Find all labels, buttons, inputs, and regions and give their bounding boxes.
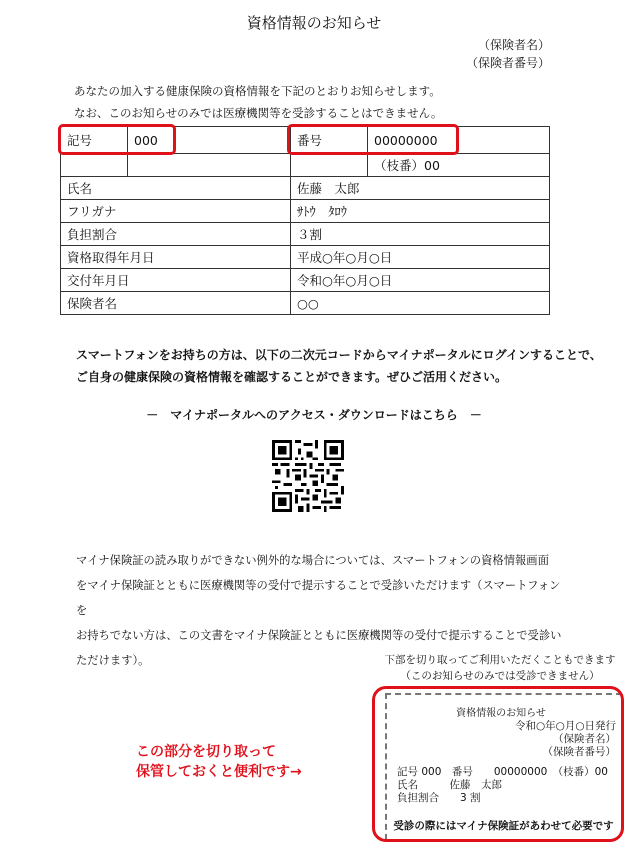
row-label: 負担割合 (61, 223, 291, 246)
kigo-highlight (58, 124, 176, 155)
kigo-blank-cell (61, 154, 291, 177)
row-value: ○○ (291, 292, 550, 315)
kigo-label: 記号 (61, 127, 128, 153)
bango-value: 00000000 (374, 132, 438, 148)
paragraph-line: マイナ保険証の読み取りができない例外的な場合については、スマートフォンの資格情報画面 (76, 554, 549, 567)
bango-highlight (287, 124, 459, 155)
paragraph-line: スマートフォンをお持ちの方は、以下の二次元コードからマイナポータルにログインすることで、 (76, 348, 602, 362)
paragraph-line: ご自身の健康保険の資格情報を確認することができます。ぜひご活用ください。 (76, 370, 508, 384)
paragraph-line: お持ちでない方は、この文書をマイナ保険証とともに医療機関等の受付で提示することで受診い (76, 629, 562, 642)
paragraph-line: ただけます）。 (76, 654, 150, 667)
row-value: 令和○年○月○日 (291, 269, 550, 292)
callout-line: 保管しておくと便利です→ (136, 764, 302, 780)
paragraph-line: をマイナ保険証とともに医療機関等の受付で提示することで受診いただけます（スマートフォンを (76, 579, 561, 617)
cut-note-line: （このお知らせのみでは受診できません） (400, 670, 600, 682)
cut-out-callout (136, 742, 302, 782)
document-title: 資格情報のお知らせ (246, 14, 382, 32)
row-label: 交付年月日 (61, 269, 291, 292)
qr-code[interactable] (272, 440, 344, 512)
row-value: 平成○年○月○日 (291, 246, 550, 269)
intro-line: あなたの加入する健康保険の資格情報を下記のとおりお知らせします。 (74, 84, 441, 98)
intro-text (74, 80, 442, 124)
card-issuer (515, 720, 616, 759)
kigo-value: 000 (134, 132, 158, 148)
portal-link-heading: － マイナポータルへのアクセス・ダウンロードはこちら － (146, 408, 482, 422)
card-insurer-number: （保険者番号） (542, 746, 616, 758)
card-footer: 受診の際にはマイナ保険証があわせて必要です (393, 820, 614, 832)
edaban-value: （枝番）00 (374, 158, 440, 173)
cut-out-note (380, 652, 620, 684)
bango-label: 番号 (291, 127, 368, 153)
row-label: 資格取得年月日 (61, 246, 291, 269)
insurer-name: （保険者名） (477, 38, 550, 52)
row-label: 氏名 (61, 177, 291, 200)
insurer-info (466, 36, 550, 72)
insurer-number: （保険者番号） (465, 56, 550, 70)
card-insurer-name: （保険者名） (553, 733, 616, 745)
card-title: 資格情報のお知らせ (456, 708, 546, 719)
callout-line: この部分を切り取って (136, 744, 276, 760)
intro-line: なお、このお知らせのみでは医療機関等を受診することはできません。 (74, 106, 443, 120)
card-issue-date: 令和○年○月○日発行 (515, 720, 616, 732)
row-value: ３割 (291, 223, 550, 246)
card-line: 記号 000 番号 00000000 （枝番）00 (397, 766, 608, 778)
row-label: 保険者名 (61, 292, 291, 315)
edaban-cell (291, 154, 550, 177)
card-details (397, 766, 608, 805)
row-value: 佐藤 太郎 (291, 177, 550, 200)
row-value: ｻﾄｳ ﾀﾛｳ (291, 200, 550, 223)
row-label: フリガナ (61, 200, 291, 223)
cut-note-line: 下部を切り取ってご利用いただくこともできます (384, 654, 616, 666)
smartphone-paragraph (76, 344, 602, 388)
card-line: 負担割合 3 割 (397, 792, 481, 804)
card-line: 氏名 佐藤 太郎 (397, 779, 502, 791)
